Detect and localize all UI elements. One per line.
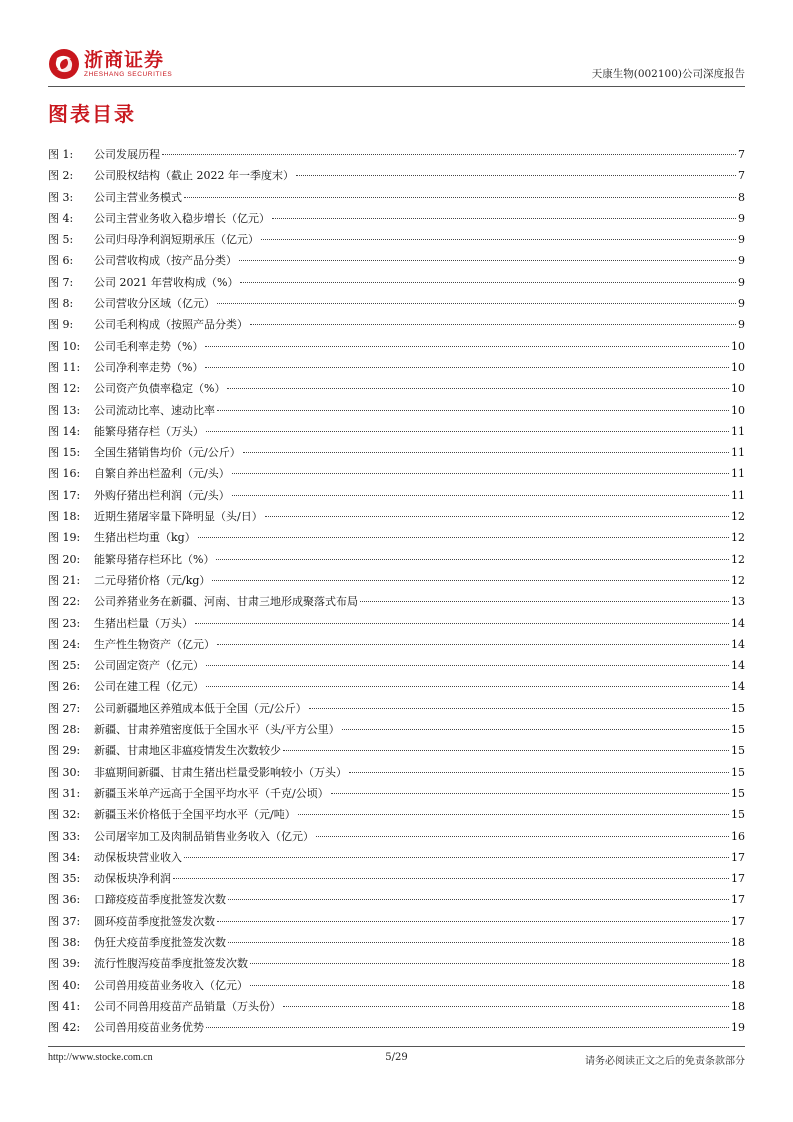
toc-entry-leader (184, 197, 736, 198)
toc-entry-title: 公司毛利构成（按照产品分类） (94, 318, 248, 332)
toc-entry[interactable] (48, 210, 745, 231)
toc-entry[interactable] (48, 402, 745, 423)
page-number: 5/29 (385, 1052, 408, 1063)
toc-entry-leader (173, 878, 729, 879)
brand-name-en: ZHESHANG SECURITIES (84, 71, 173, 78)
toc-entry-leader (217, 303, 736, 304)
toc-entry-page: 15 (731, 701, 745, 715)
toc-entry-title: 伪狂犬疫苗季度批签发次数 (94, 935, 226, 949)
toc-entry-leader (227, 388, 729, 389)
toc-entry[interactable] (48, 146, 745, 167)
toc-entry-number: 图 31: (48, 786, 81, 800)
toc-entry-title: 生猪出栏量（万头） (94, 616, 193, 630)
toc-entry-title: 公司主营业务收入稳步增长（亿元） (94, 211, 270, 225)
toc-entry-title: 公司 2021 年营收构成（%） (94, 275, 239, 289)
toc-entry-leader (206, 431, 729, 432)
toc-entry-leader (217, 921, 729, 922)
toc-entry[interactable] (48, 785, 745, 806)
report-title: 天康生物(002100)公司深度报告 (591, 68, 745, 80)
toc-entry-leader (217, 410, 729, 411)
toc-entry-page: 9 (738, 211, 745, 225)
toc-entry-number: 图 40: (48, 978, 81, 992)
toc-entry-page: 15 (731, 808, 745, 822)
toc-entry-page: 10 (731, 403, 745, 417)
toc-entry-title: 新疆玉米价格低于全国平均水平（元/吨） (94, 808, 296, 822)
toc-entry-page: 14 (731, 637, 745, 651)
toc-entry-page: 18 (731, 957, 745, 971)
toc-entry-leader (206, 1027, 729, 1028)
toc-entry[interactable] (48, 465, 745, 486)
toc-entry-title: 生猪出栏均重（kg） (94, 531, 196, 545)
toc-entry-leader (206, 665, 729, 666)
toc-entry-page: 12 (731, 552, 745, 566)
toc-entry-number: 图 24: (48, 637, 81, 651)
toc-entry-number: 图 32: (48, 808, 81, 822)
toc-entry[interactable] (48, 1019, 745, 1040)
toc-entry-page: 18 (731, 978, 745, 992)
toc-entry-page: 10 (731, 360, 745, 374)
toc-entry-number: 图 17: (48, 488, 81, 502)
toc-entry[interactable] (48, 870, 745, 891)
toc-entry-leader (232, 495, 729, 496)
toc-entry-title: 非瘟期间新疆、甘肃生猪出栏量受影响较小（万头） (94, 765, 347, 779)
toc-entry-leader (228, 942, 729, 943)
toc-entry-page: 17 (731, 872, 745, 886)
toc-entry-page: 17 (731, 914, 745, 928)
toc-entry-leader (195, 623, 729, 624)
toc-entry-title: 公司不同兽用疫苗产品销量（万头份） (94, 999, 281, 1013)
toc-entry-title: 生产性生物资产（亿元） (94, 637, 215, 651)
toc-entry[interactable] (48, 828, 745, 849)
toc-entry-leader (162, 154, 736, 155)
toc-entry-title: 近期生猪屠宰量下降明显（头/日） (94, 510, 263, 524)
toc-entry-leader (360, 601, 729, 602)
toc-entry-number: 图 8: (48, 297, 74, 311)
toc-entry[interactable] (48, 700, 745, 721)
toc-entry-number: 图 20: (48, 552, 81, 566)
toc-entry-title: 公司养猪业务在新疆、河南、甘肃三地形成聚落式布局 (94, 595, 358, 609)
toc-entry-title: 新疆玉米单产远高于全国平均水平（千克/公顷） (94, 786, 329, 800)
toc-entry-title: 公司营收构成（按产品分类） (94, 254, 237, 268)
toc-entry-leader (272, 218, 736, 219)
toc-entry-page: 12 (731, 510, 745, 524)
zheshang-logo-icon (48, 48, 80, 80)
toc-entry[interactable] (48, 955, 745, 976)
toc-entry-number: 图 2: (48, 169, 74, 183)
toc-entry[interactable] (48, 316, 745, 337)
footer-url[interactable]: http://www.stocke.com.cn (48, 1052, 153, 1063)
toc-entry-title: 新疆、甘肃养殖密度低于全国水平（头/平方公里） (94, 723, 340, 737)
toc-entry-page: 9 (738, 275, 745, 289)
toc-entry-leader (298, 814, 729, 815)
toc-entry-number: 图 34: (48, 850, 81, 864)
toc-entry-title: 二元母猪价格（元/kg） (94, 573, 211, 587)
toc-entry-page: 14 (731, 680, 745, 694)
toc-entry-number: 图 15: (48, 446, 81, 460)
toc-entry[interactable] (48, 806, 745, 827)
toc-entry-leader (250, 963, 729, 964)
toc-entry-number: 图 26: (48, 680, 81, 694)
toc-entry-number: 图 3: (48, 190, 74, 204)
toc-entry[interactable] (48, 380, 745, 401)
brand-logo (48, 48, 172, 80)
toc-entry-number: 图 28: (48, 723, 81, 737)
toc-entry-number: 图 27: (48, 701, 81, 715)
toc-entry-leader (217, 644, 729, 645)
toc-entry-number: 图 5: (48, 233, 74, 247)
toc-entry[interactable] (48, 231, 745, 252)
toc-entry-page: 11 (731, 488, 745, 502)
toc-entry-leader (296, 175, 736, 176)
toc-entry-number: 图 23: (48, 616, 81, 630)
toc-entry[interactable] (48, 167, 745, 188)
toc-entry[interactable] (48, 338, 745, 359)
toc-entry-title: 公司主营业务模式 (94, 190, 182, 204)
toc-entry-title: 公司股权结构（截止 2022 年一季度末） (94, 169, 294, 183)
toc-entry[interactable] (48, 977, 745, 998)
toc-entry[interactable] (48, 423, 745, 444)
toc-entry[interactable] (48, 998, 745, 1019)
toc-entry-number: 图 18: (48, 510, 81, 524)
toc-entry-leader (265, 516, 729, 517)
toc-entry-number: 图 4: (48, 211, 74, 225)
toc-entry-page: 16 (731, 829, 745, 843)
toc-entry[interactable] (48, 593, 745, 614)
toc-entry-title: 公司在建工程（亿元） (94, 680, 204, 694)
toc-entry[interactable] (48, 764, 745, 785)
toc-entry-leader (349, 772, 729, 773)
toc-entry-page: 17 (731, 850, 745, 864)
toc-entry-title: 公司毛利率走势（%） (94, 339, 204, 353)
toc-entry-number: 图 11: (48, 360, 81, 374)
toc-entry-leader (239, 260, 736, 261)
toc-entry-leader (250, 324, 736, 325)
toc-entry-number: 图 35: (48, 872, 81, 886)
toc-entry-title: 自繁自养出栏盈利（元/头） (94, 467, 230, 481)
toc-entry-number: 图 29: (48, 744, 81, 758)
toc-entry[interactable] (48, 849, 745, 870)
toc-entry-title: 流行性腹泻疫苗季度批签发次数 (94, 957, 248, 971)
toc-entry-page: 13 (731, 595, 745, 609)
toc-entry-leader (316, 836, 729, 837)
toc-entry[interactable] (48, 252, 745, 273)
toc-entry-title: 口蹄疫疫苗季度批签发次数 (94, 893, 226, 907)
toc-entry-leader (198, 537, 729, 538)
toc-entry-title: 公司固定资产（亿元） (94, 659, 204, 673)
toc-entry-number: 图 12: (48, 382, 81, 396)
toc-entry-title: 公司兽用疫苗业务收入（亿元） (94, 978, 248, 992)
toc-entry-title: 公司屠宰加工及肉制品销售业务收入（亿元） (94, 829, 314, 843)
toc-entry-title: 全国生猪销售均价（元/公斤） (94, 446, 241, 460)
toc-entry-page: 19 (731, 1021, 745, 1035)
toc-entry-title: 公司流动比率、速动比率 (94, 403, 215, 417)
toc-entry[interactable] (48, 615, 745, 636)
toc-entry-number: 图 36: (48, 893, 81, 907)
toc-entry-page: 9 (738, 297, 745, 311)
toc-entry-leader (331, 793, 729, 794)
toc-entry-number: 图 19: (48, 531, 81, 545)
toc-entry[interactable] (48, 529, 745, 550)
toc-entry[interactable] (48, 572, 745, 593)
toc-entry-number: 图 25: (48, 659, 81, 673)
toc-entry-title: 新疆、甘肃地区非瘟疫情发生次数较少 (94, 744, 281, 758)
toc-entry-page: 11 (731, 424, 745, 438)
toc-entry-title: 公司净利率走势（%） (94, 360, 204, 374)
toc-entry-leader (250, 985, 729, 986)
toc-entry-title: 公司营收分区域（亿元） (94, 297, 215, 311)
toc-entry[interactable] (48, 444, 745, 465)
toc-entry[interactable] (48, 487, 745, 508)
toc-entry-title: 公司新疆地区养殖成本低于全国（元/公斤） (94, 701, 307, 715)
toc-entry[interactable] (48, 636, 745, 657)
toc-entry-number: 图 1: (48, 148, 74, 161)
toc-entry-page: 12 (731, 573, 745, 587)
toc-entry-page: 15 (731, 786, 745, 800)
toc-entry-leader (212, 580, 729, 581)
toc-entry-leader (232, 473, 729, 474)
toc-entry-number: 图 39: (48, 957, 81, 971)
toc-entry-number: 图 33: (48, 829, 81, 843)
toc-entry-number: 图 41: (48, 999, 81, 1013)
toc-entry-page: 9 (738, 233, 745, 247)
toc-entry-page: 15 (731, 723, 745, 737)
toc-entry-page: 8 (738, 190, 745, 204)
toc-entry-title: 公司资产负债率稳定（%） (94, 382, 226, 396)
toc-entry-leader (342, 729, 729, 730)
brand-name-cn: 浙商证券 (84, 49, 165, 71)
toc-entry-leader (309, 708, 729, 709)
toc-entry[interactable] (48, 934, 745, 955)
toc-entry-number: 图 38: (48, 935, 81, 949)
toc-title: 图表目录 (48, 102, 136, 126)
toc-entry-page: 18 (731, 999, 745, 1013)
toc-entry-number: 图 10: (48, 339, 81, 353)
toc-entry-page: 10 (731, 339, 745, 353)
toc-entry-number: 图 30: (48, 765, 81, 779)
toc-entry-leader (184, 857, 729, 858)
toc-entry-number: 图 6: (48, 254, 74, 268)
toc-entry-number: 图 42: (48, 1021, 81, 1035)
toc-entry-title: 圆环疫苗季度批签发次数 (94, 914, 215, 928)
toc-entry-title: 外购仔猪出栏利润（元/头） (94, 488, 230, 502)
toc-entry-leader (283, 1006, 729, 1007)
toc-entry[interactable] (48, 913, 745, 934)
toc-entry-title: 能繁母猪存栏（万头） (94, 424, 204, 438)
toc-entry-leader (261, 239, 736, 240)
toc-entry-leader (283, 750, 729, 751)
toc-entry-number: 图 14: (48, 424, 81, 438)
toc-entry-number: 图 16: (48, 467, 81, 481)
toc-entry-title: 公司兽用疫苗业务优势 (94, 1021, 204, 1035)
toc-entry-page: 11 (731, 446, 745, 460)
toc-entry-leader (216, 559, 729, 560)
toc-entry[interactable] (48, 551, 745, 572)
toc-entry-page: 18 (731, 935, 745, 949)
toc-entry-page: 14 (731, 616, 745, 630)
toc-entry-number: 图 21: (48, 573, 81, 587)
toc-entry-page: 9 (738, 318, 745, 332)
toc-entry-title: 能繁母猪存栏环比（%） (94, 552, 215, 566)
toc-entry-page: 17 (731, 893, 745, 907)
toc-entry-page: 10 (731, 382, 745, 396)
toc-entry[interactable] (48, 359, 745, 380)
toc-entry[interactable] (48, 295, 745, 316)
toc-entry[interactable] (48, 508, 745, 529)
toc-entry-page: 15 (731, 744, 745, 758)
toc-entry-page: 11 (731, 467, 745, 481)
toc-entry-number: 图 9: (48, 318, 74, 332)
toc-entry[interactable] (48, 678, 745, 699)
toc-entry-number: 图 37: (48, 914, 81, 928)
toc-entry-number: 图 22: (48, 595, 81, 609)
footer-disclaimer: 请务必阅读正文之后的免责条款部分 (585, 1056, 745, 1067)
toc-entry[interactable] (48, 721, 745, 742)
toc-entry-title: 公司发展历程 (94, 148, 160, 161)
toc-entry-number: 图 7: (48, 275, 74, 289)
toc-entry-leader (205, 367, 729, 368)
toc-entry-leader (206, 686, 729, 687)
toc-entry-page: 7 (738, 148, 745, 161)
toc-entry-page: 14 (731, 659, 745, 673)
toc-entry-page: 12 (731, 531, 745, 545)
toc-entry[interactable] (48, 742, 745, 763)
toc-entry-leader (240, 282, 736, 283)
toc-entry[interactable] (48, 657, 745, 678)
toc-entry-page: 7 (738, 169, 745, 183)
toc-entry-page: 15 (731, 765, 745, 779)
toc-list (48, 146, 745, 1040)
toc-entry-page: 9 (738, 254, 745, 268)
header-divider (48, 86, 745, 87)
toc-entry[interactable] (48, 891, 745, 912)
toc-entry-title: 动保板块净利润 (94, 872, 171, 886)
toc-entry-title: 公司归母净利润短期承压（亿元） (94, 233, 259, 247)
toc-entry-number: 图 13: (48, 403, 81, 417)
toc-entry-leader (228, 899, 729, 900)
toc-entry[interactable] (48, 189, 745, 210)
toc-entry-leader (205, 346, 729, 347)
toc-entry-leader (243, 452, 729, 453)
footer-divider (48, 1046, 745, 1047)
toc-entry[interactable] (48, 274, 745, 295)
toc-entry-title: 动保板块营业收入 (94, 850, 182, 864)
